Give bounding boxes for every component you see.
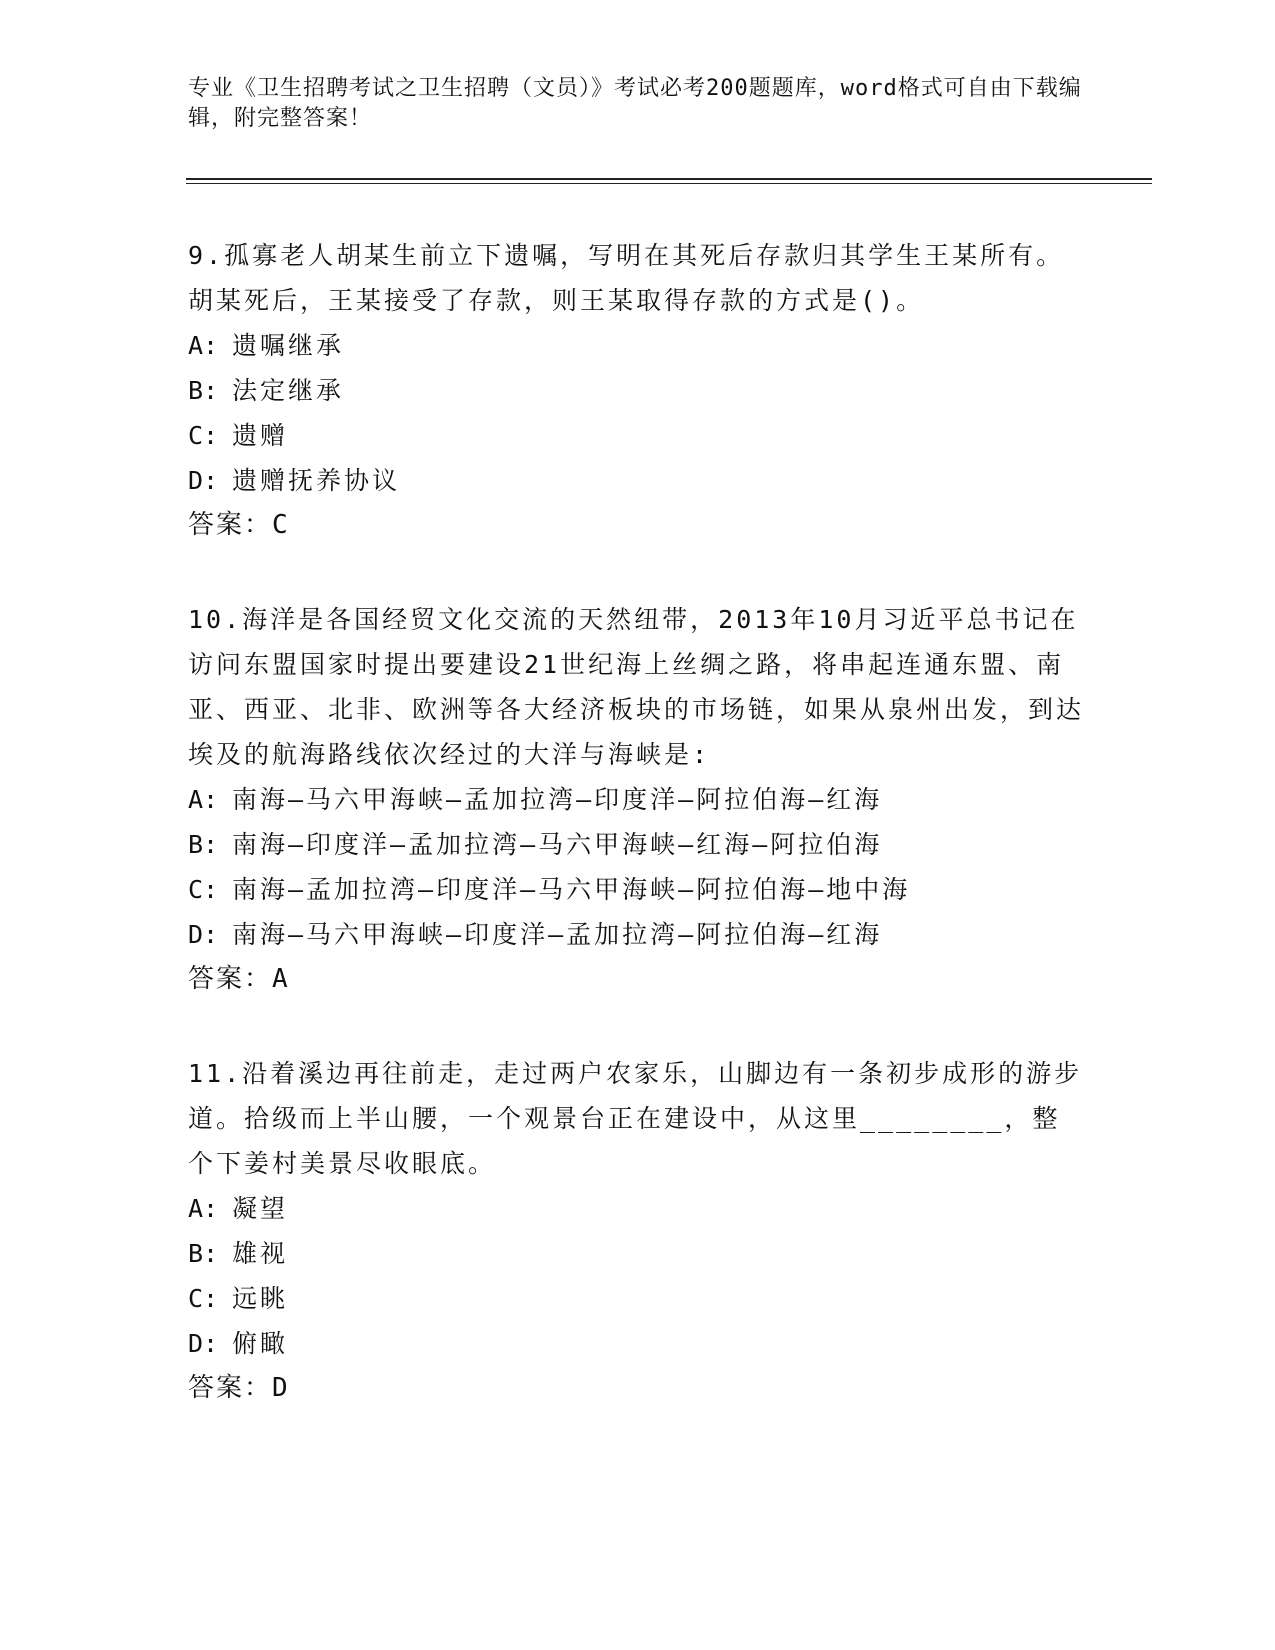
option-letter: C: <box>188 875 219 904</box>
option-c <box>188 1276 1088 1321</box>
option-a <box>188 323 1088 368</box>
option-c <box>188 867 1088 912</box>
option-a <box>188 1186 1088 1231</box>
option-text: 南海—印度洋—孟加拉湾—马六甲海峡—红海—阿拉伯海 <box>232 830 883 859</box>
option-letter: A: <box>188 785 219 814</box>
answer-line: 答案：D <box>188 1373 290 1403</box>
question-9 <box>188 233 1088 548</box>
option-d <box>188 458 1088 503</box>
option-text: 凝望 <box>232 1194 289 1223</box>
header-divider-thick <box>186 178 1152 180</box>
question-stem: 9.孤寡老人胡某生前立下遗嘱，写明在其死后存款归其学生王某所有。胡某死后，王某接受了存款，则王某取得存款的方式是()。 <box>188 241 1065 315</box>
option-text: 遗嘱继承 <box>232 331 345 360</box>
option-text: 雄视 <box>232 1239 289 1268</box>
answer-line: 答案：C <box>188 510 290 540</box>
option-letter: B: <box>188 830 219 859</box>
question-stem: 11.沿着溪边再往前走，走过两户农家乐，山脚边有一条初步成形的游步道。拾级而上半山腰，一个观景台正在建设中，从这里________，整个下姜村美景尽收眼底。 <box>188 1059 1083 1178</box>
option-d <box>188 912 1088 957</box>
option-text: 遗赠抚养协议 <box>232 466 401 495</box>
option-b <box>188 368 1088 413</box>
option-a <box>188 777 1088 822</box>
option-text: 俯瞰 <box>232 1329 289 1358</box>
option-letter: B: <box>188 376 219 405</box>
option-text: 远眺 <box>232 1284 289 1313</box>
option-c <box>188 413 1088 458</box>
option-b <box>188 1231 1088 1276</box>
header-divider-thin <box>186 183 1152 184</box>
option-letter: A: <box>188 1194 219 1223</box>
option-text: 南海—马六甲海峡—印度洋—孟加拉湾—阿拉伯海—红海 <box>232 920 883 949</box>
option-letter: D: <box>188 920 219 949</box>
option-letter: D: <box>188 466 219 495</box>
option-d <box>188 1321 1088 1366</box>
option-letter: A: <box>188 331 219 360</box>
option-text: 遗赠 <box>232 421 289 450</box>
option-letter: C: <box>188 1284 219 1313</box>
option-text: 南海—孟加拉湾—印度洋—马六甲海峡—阿拉伯海—地中海 <box>232 875 911 904</box>
option-letter: B: <box>188 1239 219 1268</box>
option-b <box>188 822 1088 867</box>
question-10 <box>188 597 1088 1002</box>
option-text: 南海—马六甲海峡—孟加拉湾—印度洋—阿拉伯海—红海 <box>232 785 883 814</box>
option-letter: C: <box>188 421 219 450</box>
document-header: 专业《卫生招聘考试之卫生招聘（文员）》考试必考200题题库，word格式可自由下载编辑，附完整答案！ <box>188 76 1082 131</box>
option-text: 法定继承 <box>232 376 345 405</box>
answer-line: 答案：A <box>188 964 290 994</box>
question-stem: 10.海洋是各国经贸文化交流的天然纽带，2013年10月习近平总书记在访问东盟国家时提出要建设21世纪海上丝绸之路，将串起连通东盟、南亚、西亚、北非、欧洲等各大经济板块的市场链，如果从泉州出发，到达埃及的航海路线依次经过的大洋与海峡是: <box>188 605 1085 769</box>
question-11 <box>188 1051 1088 1411</box>
option-letter: D: <box>188 1329 219 1358</box>
